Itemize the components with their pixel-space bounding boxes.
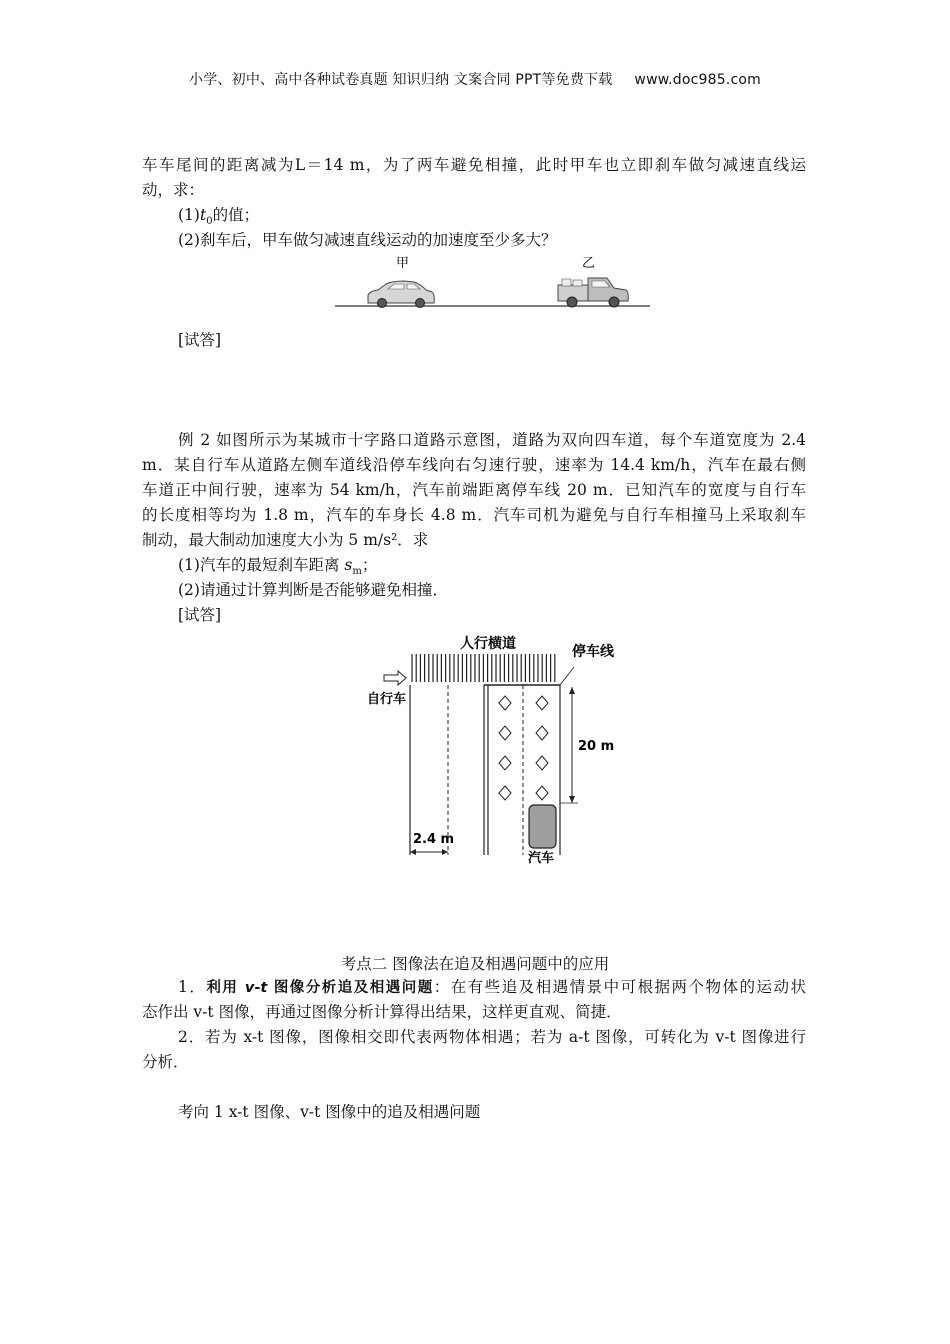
bicycle-label: 自行车 xyxy=(367,692,407,707)
section-para1-line1 xyxy=(178,977,806,998)
crosswalk-label: 人行横道 xyxy=(460,636,516,652)
para1-bold-t: t xyxy=(260,980,268,996)
para1-num: 1． xyxy=(178,978,207,996)
example2-line5: 制动，最大制动加速度大小为 5 m/s²．求 xyxy=(142,531,429,549)
stopline-label: 停车线 xyxy=(572,644,614,660)
example2-line3: 车道正中间行驶，速率为 54 km/h，汽车前端距离停车线 20 m．已知汽车的宽度与自行车 xyxy=(142,481,806,499)
lane-arrow-left xyxy=(410,849,416,855)
car-icon xyxy=(529,805,556,848)
dist-label: 20 m xyxy=(578,739,615,754)
pickup-truck-icon xyxy=(558,278,628,307)
car-label: 汽车 xyxy=(528,851,555,866)
e2q1-sub: m xyxy=(352,566,362,578)
e2q1-prefix: (1)汽车的最短刹车距离 xyxy=(178,556,345,574)
para1-bold-a: 利用 xyxy=(206,980,245,996)
example2-line1: 例 2 如图所示为某城市十字路口道路示意图，道路为双向四车道，每个车道宽度为 2.4 xyxy=(178,431,806,449)
problem1-question1 xyxy=(178,205,259,232)
e2q1-suffix: ； xyxy=(361,556,378,574)
header-text: 小学、初中、高中各种试卷真题 知识归纳 文案合同 PPT等免费下载 xyxy=(189,72,613,88)
q1-sub: 0 xyxy=(206,216,213,228)
example2-line2: m．某自行车从道路左侧车道线沿停车线向右匀速行驶，速率为 14.4 km/h，汽车在最右侧 xyxy=(142,456,806,474)
section-title: 考点二 图像法在追及相遇问题中的应用 xyxy=(340,955,610,973)
car-b-label: 乙 xyxy=(582,256,596,271)
crosswalk-stripes xyxy=(412,654,555,682)
road-diagram xyxy=(360,630,625,868)
q1-prefix: (1) xyxy=(178,206,200,224)
e2q1-var: s xyxy=(344,556,353,574)
problem1-line1: 车车尾间的距离减为L＝14 m，为了两车避免相撞，此时甲车也立即刹车做匀减速直线运 xyxy=(142,156,806,174)
bicycle-arrow-icon xyxy=(384,671,406,685)
dist-arrow-top xyxy=(569,687,575,694)
problem1-question2: (2)刹车后，甲车做匀减速直线运动的加速度至少多大？ xyxy=(178,231,557,249)
dist-arrow-bottom xyxy=(569,796,575,803)
section-para2-line1: 2．若为 x-t 图像，图像相交即代表两物体相遇；若为 a-t 图像，可转化为 v-t 图像进行 xyxy=(178,1028,806,1046)
example2-answer: [试答] xyxy=(178,606,222,624)
cars-figure xyxy=(330,252,655,314)
section-para2-line2: 分析． xyxy=(142,1053,189,1071)
example2-question1 xyxy=(178,555,377,582)
q1-suffix: 的值； xyxy=(212,206,260,224)
header-url[interactable]: www.doc985.com xyxy=(634,72,761,88)
lane-width-label: 2.4 m xyxy=(413,832,455,847)
example2-line4: 的长度相等均为 1.8 m，汽车的车身长 4.8 m．汽车司机为避免与自行车相撞马上采取刹车 xyxy=(142,506,806,524)
para1-rest: ：在有些追及相遇情景中可根据两个物体的运动状 xyxy=(433,978,806,996)
section-para1-line2: 态作出 v-t 图像，再通过图像分析计算得出结果，这样更直观、简捷． xyxy=(142,1003,622,1021)
lane-arrow-right xyxy=(442,849,448,855)
example2-question2: (2)请通过计算判断是否能够避免相撞． xyxy=(178,581,448,599)
sedan-icon xyxy=(368,281,434,308)
car-a-label: 甲 xyxy=(396,256,410,271)
q1-var: t xyxy=(199,206,207,224)
problem1-line2: 动，求： xyxy=(142,181,205,199)
para1-bold-v: v xyxy=(244,980,255,996)
topic-heading: 考向 1 x-t 图像、v-t 图像中的追及相遇问题 xyxy=(178,1103,481,1121)
para1-bold-dash: - xyxy=(254,980,261,996)
stopline-pointer xyxy=(560,667,574,685)
page-header xyxy=(0,69,950,89)
problem1-answer: [试答] xyxy=(178,331,222,349)
para1-bold-b: 图像分析追及相遇问题 xyxy=(267,980,434,996)
